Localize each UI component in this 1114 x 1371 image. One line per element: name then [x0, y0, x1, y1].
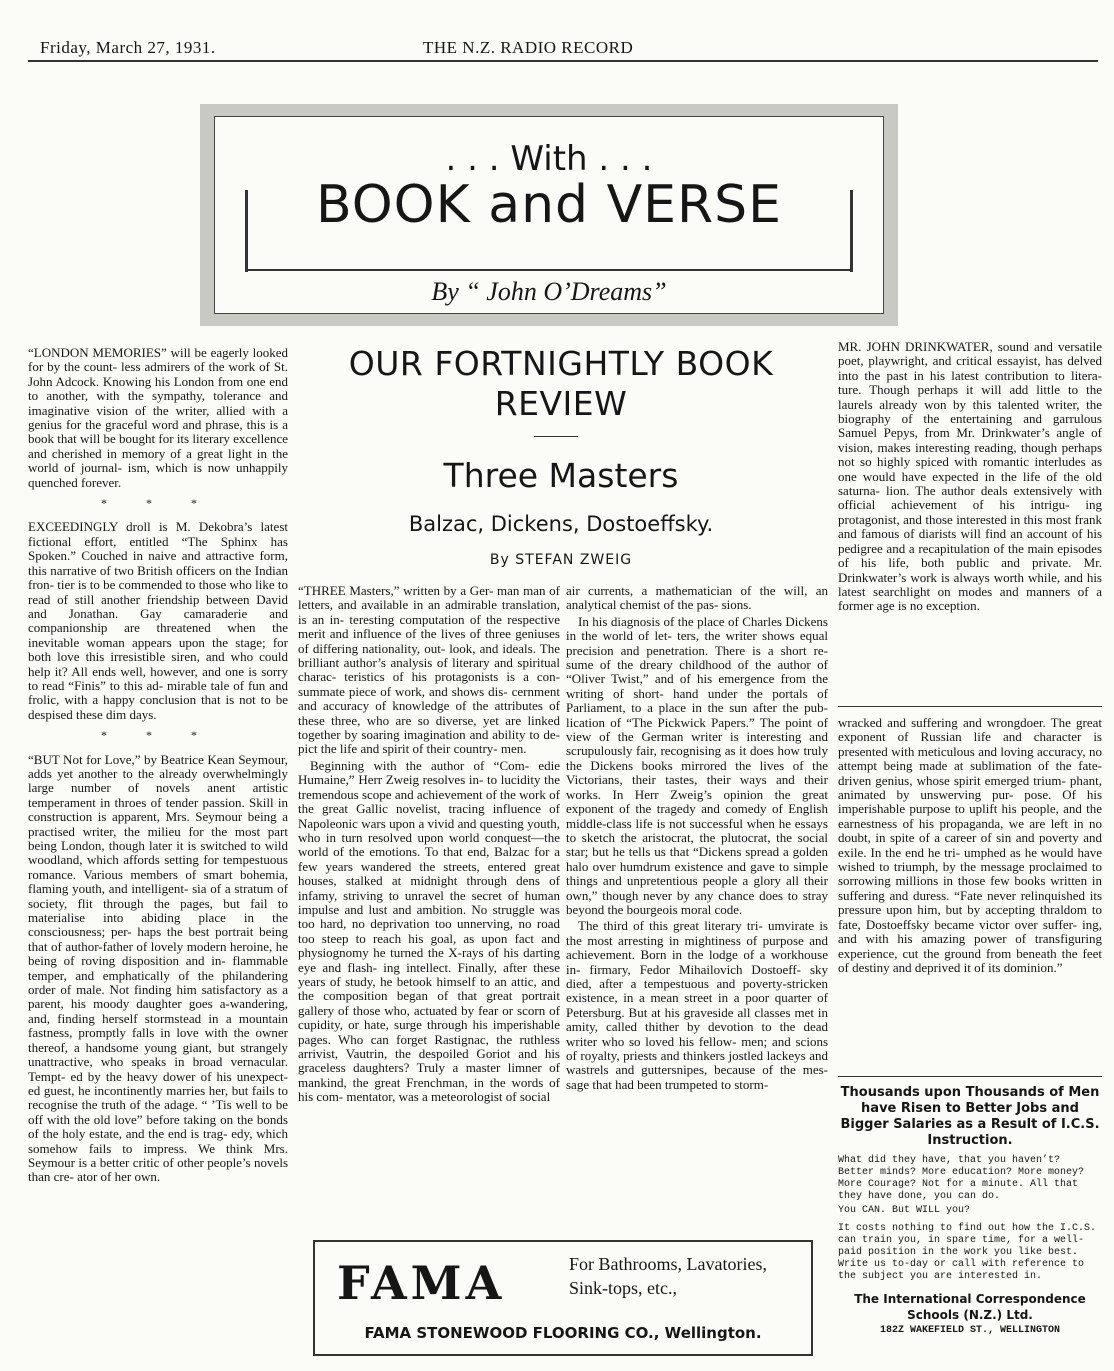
column-rule	[838, 706, 1102, 707]
ics-text-1: What did they have, that you haven’t? Better minds? More education? More money? More Courage? Not for a minute. All that they have done, you can do.	[838, 1155, 1085, 1202]
fama-uses	[569, 1252, 767, 1300]
banner-byline: By “ John O’Dreams”	[431, 277, 667, 306]
fama-line-1: For Bathrooms, Lavatories,	[569, 1254, 767, 1274]
review-body-p6: wracked and suffering and wrongdoer. The great exponent of Russian life and character is presented with meticulous and loving accuracy, no attempt being made at sublimation of the fate-driven genius, whose spirit emerged trium- phant, animated by unswerving pur- pose. Of his imperishable purpose to uplift his people, and the earnestness of his propaganda, we are left in no doubt, in spite of a career of sin and poverty and exile. In the end he tri- umphed as he would have wished to triumph, by the message proclaimed to sorrowing millions in those few books written in suffering and duress. “Fate never relinquished its pressure upon him, but by accepting thraldom to fate, Dostoeffsky became victor over suffer- ing, and with his amazing power of transfiguring experience, cut the ground from beneath the feet of destiny and deprived it of its dominion.”	[838, 715, 1102, 975]
book-subtitle: Balzac, Dickens, Dostoeffsky.	[408, 512, 714, 536]
banner-rule-right	[850, 190, 853, 272]
header-rule	[28, 60, 1098, 62]
ics-text-2: You CAN. But WILL you?	[838, 1205, 971, 1216]
section-divider: * * *	[101, 496, 215, 511]
review-body-p5: The third of this great literary tri- umvirate is the most arresting in mightiness of purpose and achievement. Born in the lodge of a workhouse in- firmary, Fedor Mihailovich Dostoeff- sky died, after a tempestuous and poverty-stricken existence, in a mean street in a poor quarter of Petersburg. But at his graveside all classes met in amity, called thither by devotion to the dead writer who so loved his fellow- men; and scions of royalty, priests and thinkers jostled lackeys and wastrels and guttersnipes, because of the mes- sage that had been trumpeted to storm-	[566, 918, 828, 1092]
banner-rule-left	[245, 190, 248, 272]
section-banner	[200, 104, 898, 326]
review-london-memories: “LONDON MEMORIES” will be eagerly looked for by the count- less admirers of the work of St. John Adcock. Knowing his London from one end to another, with the sympathy, tolerance and imaginative vision of the writer, allied with a genius for the graceful word and phrase, this is a book that will be bought for its literary excellence and cherished in memory of a great light in the world of journal- ism, which is now unhappily quenched forever.	[28, 345, 288, 490]
ics-address: 182Z WAKEFIELD ST., WELLINGTON	[879, 1325, 1061, 1336]
review-body-p3: air currents, a mathematician of the will, an analytical chemist of the pas- sions.	[566, 583, 828, 613]
ics-text-3: It costs nothing to find out how the I.C.S. can train you, in spare time, for a well-paid position in the work you like best. Write us to-day or call with reference to the subject you are interested in.	[838, 1223, 1097, 1282]
book-title: Three Masters	[443, 456, 679, 495]
ics-headline: Thousands upon Thousands of Men have Risen to Better Jobs and Bigger Salaries as a Result of I.C.S. Instruction.	[840, 1085, 1100, 1148]
column-3	[566, 584, 828, 1094]
column-1	[28, 346, 288, 1187]
ics-firm: The International Correspondence Schools (N.Z.) Ltd.	[854, 1292, 1086, 1322]
review-sphinx: EXCEEDINGLY droll is M. Dekobra’s latest fictional effort, entitled “The Sphinx has Spoken.” Couched in naive and attractive form, this narrative of two British officers on the Indian fron- tier is to be commended to those who like to read of still another friendship between David and Jonathan. Gay camaraderie and companionship are threatened when the inevitable woman appears upon the stage; for both love this irresistible siren, and who could help it? All ends well, however, and one is sorry to read “Finis” to this ad- mirable tale of fun and frolic, with a happy conclusion that is not to be despised these dim days.	[28, 519, 288, 722]
banner-rule-bottom	[245, 269, 853, 271]
column-4	[838, 340, 1102, 616]
heading-rule	[534, 436, 578, 437]
ics-advertisement	[838, 1076, 1102, 1336]
fama-line-2: Sink-tops, etc.,	[569, 1278, 677, 1298]
review-not-for-love: “BUT Not for Love,” by Beatrice Kean Seymour, adds yet another to the already overwhelmingly large number of novels anent artistic temperament in throes of tender passion. Skill in construction is apparent, Mrs. Seymour being a practised writer, the milieu for the most part being London, though later it is switched to wild woodland, which affords setting for tempestuous romance. Various members of smart bohemia, flaming youth, and intelligent- sia of a stratum of society, flit through the pages, but fail to materialise into abiding place in the consciousness; per- haps the best portrait being that of author-father of lovely modern heroine, he being of roving disposition and in- flammable temper, and emphatically of the philandering order of male. Not finding him satisfactory as a parent, his moody daughter goes a-wandering, and, finding herself stormstead in a mountain fastness, promptly falls in love with the owner thereof, a handsome young giant, but strangely unattractive, who speaks in broad vernacular. Tempt- ed by the heavy dower of his unexpect- ed guest, he incontinently marries her, but fails to recognise the truth of the adage. “ ’Tis well to be off with the old love” before taking on the bonds of the holy estate, and the end is trag- edy, which somehow fails to impress. We think Mrs. Seymour is a better critic of other people’s novels than cre- ator of her own.	[28, 751, 288, 1185]
column-4-continued	[838, 716, 1102, 977]
section-divider: * * *	[101, 728, 215, 743]
fama-advertisement	[313, 1240, 813, 1356]
masthead: THE N.Z. RADIO RECORD	[423, 38, 634, 57]
author-byline: By STEFAN ZWEIG	[489, 552, 633, 568]
banner-title: BOOK and VERSE	[315, 175, 783, 235]
review-drinkwater: MR. JOHN DRINKWATER, sound and versatile poet, playwright, and critical essayist, has delved into the past in his latest contribution to litera- ture. Though perhaps it will add little to the laurels already won by this talented writer, the biography of the entertaining and garrulous Samuel Pepys, from Mr. Drinkwater’s angle of vision, makes interesting reading, though perhaps not so highly spiced with romantic interludes as one would have expected in the life of the old saturna- lion. The author deals extensively with official achievement of his intrigu- ing protagonist, and those interested in this most frank and famous of diarists will find an account of his pedigree and a recapitulation of the main episodes of his life, both public and private. Mr. Drinkwater’s work is always worth while, and his latest searchlight on modes and manners of a former age is no exception.	[838, 339, 1102, 614]
fama-company: FAMA STONEWOOD FLOORING CO., Wellington.	[364, 1324, 762, 1342]
review-heading: OUR FORTNIGHTLY BOOK REVIEW	[348, 344, 774, 423]
review-body-p2: Beginning with the author of “Com- edie Humaine,” Herr Zweig resolves in- to lucidity the tremendous scope and achievement of the work of the great Gallic novelist, tracing influence of Napoleonic wars upon a vivid and questing youth, who in turn resolved upon world conquest—the world of the emotions. To that end, Balzac for a few years wandered the streets, entered great houses, stalked at midnight through dens of infamy, striving to unravel the secret of human impulse and lust and ambition. No struggle was too hard, no deprivation too unnerving, no road too steep to reach his goal, as upon fact and physiognomy he turned the X-rays of his darting eye and flash- ing intellect. Finally, after these years of study, he betook himself to an attic, and the composition began of that great portrait gallery of those who, actuated by fear or scorn of cupidity, or hate, surge through his imperishable pages. Who can forget Rastignac, the ruthless arrivist, Vautrin, the despoiled Goriot and his graceless daughters? Truly a master limner of mankind, the great Frenchman, in the words of his com- mentator, was a meteorologist of social	[298, 757, 560, 1105]
fama-logo: FAMA	[337, 1256, 506, 1310]
column-2	[298, 584, 560, 1107]
review-body-p4: In his diagnosis of the place of Charles Dickens in the world of let- ters, the writer shows equal precision and penetration. There is a short re- sume of the dreary childhood of the author of “Oliver Twist,” and of his emergence from the writing of short- hand under the portals of Parliament, to a place in the sun after the pub- lication of “The Pickwick Papers.” The point of view of the German writer is interesting and scrupulously fair, recognising as it does how truly the Dickens books mirrored the lives of the Victorians, their tastes, their ways and their works. In Herr Zweig’s opinion the great exponent of the tragedy and comedy of English middle-class life is not successful when he essays to sketch the aristocrat, the plutocrat, the social star; but he tells us that “Dickens spread a golden halo over humdrum existence and gave to simple things and unpretentious people a glory all their own,” though never by any chance does to stray beyond the bourgeois moral code.	[566, 613, 828, 917]
banner-with: . . . With . . .	[445, 139, 653, 179]
issue-date: Friday, March 27, 1931.	[40, 38, 216, 57]
review-body-p1: “THREE Masters,” written by a Ger- man man of letters, and available in an admirable translation, is an in- teresting computation of the respective merit and influence of the lives of three geniuses of differing nationality, out- look, and ideals. The brilliant author’s analysis of literary and spiritual charac- teristics of his protagonists is a con- summate piece of work, and shows dis- cernment and accuracy of knowledge of the attributes of these three, who are so diverse, yet are linked together by soaring imagination and ability to de- pict the life and spirit of their country- men.	[298, 583, 560, 757]
